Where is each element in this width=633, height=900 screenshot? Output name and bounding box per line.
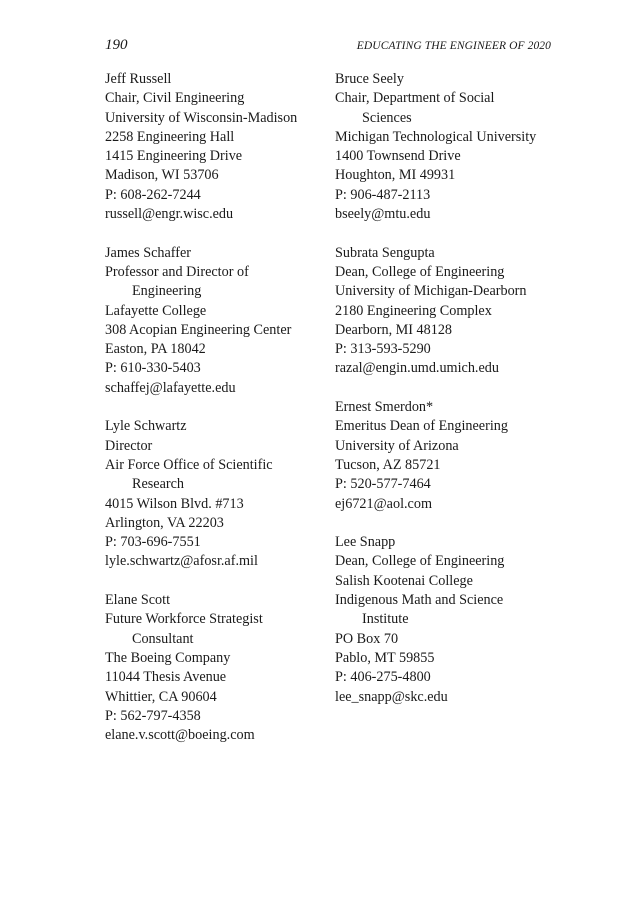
contact-entry xyxy=(335,244,575,379)
contact-institution: Michigan Technological University xyxy=(335,128,537,145)
contact-name: Subrata Sengupta xyxy=(335,244,435,261)
contact-name: Lyle Schwartz xyxy=(105,418,187,435)
left-column xyxy=(105,70,330,765)
contact-address: 1415 Engineering Drive xyxy=(105,148,243,165)
right-column xyxy=(335,70,575,726)
contact-phone: P: 703-696-7551 xyxy=(105,534,201,551)
contact-entry xyxy=(105,417,330,571)
contact-phone: P: 610-330-5403 xyxy=(105,360,201,377)
contact-phone: P: 406-275-4800 xyxy=(335,669,431,686)
contact-institution: University of Wisconsin-Madison xyxy=(105,109,298,126)
contact-email: russell@engr.wisc.edu xyxy=(105,206,234,223)
contact-phone: P: 906-487-2113 xyxy=(335,186,431,203)
contact-title: Dean, College of Engineering xyxy=(335,263,505,280)
contact-address: Madison, WI 53706 xyxy=(105,167,219,184)
contact-institution: University of Arizona xyxy=(335,437,459,454)
contact-institution: University of Michigan-Dearborn xyxy=(335,283,527,300)
contact-phone: P: 313-593-5290 xyxy=(335,341,431,358)
contact-name: Bruce Seely xyxy=(335,71,404,87)
page-header xyxy=(0,0,633,60)
contact-address: Houghton, MI 49931 xyxy=(335,167,456,184)
contact-title: Director xyxy=(105,437,153,454)
contact-email: schaffej@lafayette.edu xyxy=(105,379,236,396)
contact-address: Tucson, AZ 85721 xyxy=(335,456,441,473)
contact-institution: Indigenous Math and Science xyxy=(335,592,504,609)
contact-institution-continued: Research xyxy=(132,476,184,493)
contact-entry xyxy=(105,244,330,398)
contact-title: Future Workforce Strategist xyxy=(105,611,263,628)
contact-title: Chair, Department of Social xyxy=(335,90,495,107)
contact-institution: The Boeing Company xyxy=(105,649,231,666)
contact-entry xyxy=(335,533,575,707)
contact-address: 11044 Thesis Avenue xyxy=(105,669,227,686)
contact-entry xyxy=(105,70,330,224)
contact-name: Jeff Russell xyxy=(105,71,172,87)
contact-institution: Air Force Office of Scientific xyxy=(105,456,273,473)
contact-email: bseely@mtu.edu xyxy=(335,206,431,223)
contact-email: lee_snapp@skc.edu xyxy=(335,688,448,705)
contact-institution: Lafayette College xyxy=(105,302,207,319)
contact-phone: P: 520-577-7464 xyxy=(335,476,431,493)
contact-institution-continued: Institute xyxy=(362,611,409,628)
contact-address: 4015 Wilson Blvd. #713 xyxy=(105,495,244,512)
running-title: EDUCATING THE ENGINEER OF 2020 xyxy=(356,40,551,52)
contact-entry xyxy=(335,70,575,224)
contact-address: 2258 Engineering Hall xyxy=(105,128,235,145)
contact-address: 308 Acopian Engineering Center xyxy=(105,321,292,338)
contact-title: Chair, Civil Engineering xyxy=(105,90,245,107)
contact-name: Lee Snapp xyxy=(335,534,396,551)
contact-address: Arlington, VA 22203 xyxy=(105,514,224,531)
contact-title: Professor and Director of xyxy=(105,263,249,280)
contact-title: Emeritus Dean of Engineering xyxy=(335,418,508,435)
contact-email: razal@engin.umd.umich.edu xyxy=(335,360,499,377)
contact-name: Elane Scott xyxy=(105,592,171,609)
page-number: 190 xyxy=(105,37,128,53)
contact-phone: P: 562-797-4358 xyxy=(105,707,201,724)
contact-institution: Salish Kootenai College xyxy=(335,572,473,589)
contact-entry xyxy=(335,398,575,514)
contact-address: 2180 Engineering Complex xyxy=(335,302,492,319)
contact-title-continued: Sciences xyxy=(362,109,412,126)
contact-address: PO Box 70 xyxy=(335,630,399,647)
contact-address: Whittier, CA 90604 xyxy=(105,688,217,705)
contact-email: lyle.schwartz@afosr.af.mil xyxy=(105,553,258,570)
contact-address: Dearborn, MI 48128 xyxy=(335,321,453,338)
contact-title-continued: Engineering xyxy=(132,283,202,300)
contact-address: Pablo, MT 59855 xyxy=(335,649,435,666)
contact-phone: P: 608-262-7244 xyxy=(105,186,201,203)
contact-title-continued: Consultant xyxy=(132,630,194,647)
contact-entry xyxy=(105,591,330,745)
contact-name: Ernest Smerdon* xyxy=(335,399,434,416)
contact-address: Easton, PA 18042 xyxy=(105,341,206,358)
contact-address: 1400 Townsend Drive xyxy=(335,148,461,165)
contact-email: elane.v.scott@boeing.com xyxy=(105,727,255,744)
contact-title: Dean, College of Engineering xyxy=(335,553,505,570)
contact-email: ej6721@aol.com xyxy=(335,495,432,512)
contact-name: James Schaffer xyxy=(105,244,192,261)
